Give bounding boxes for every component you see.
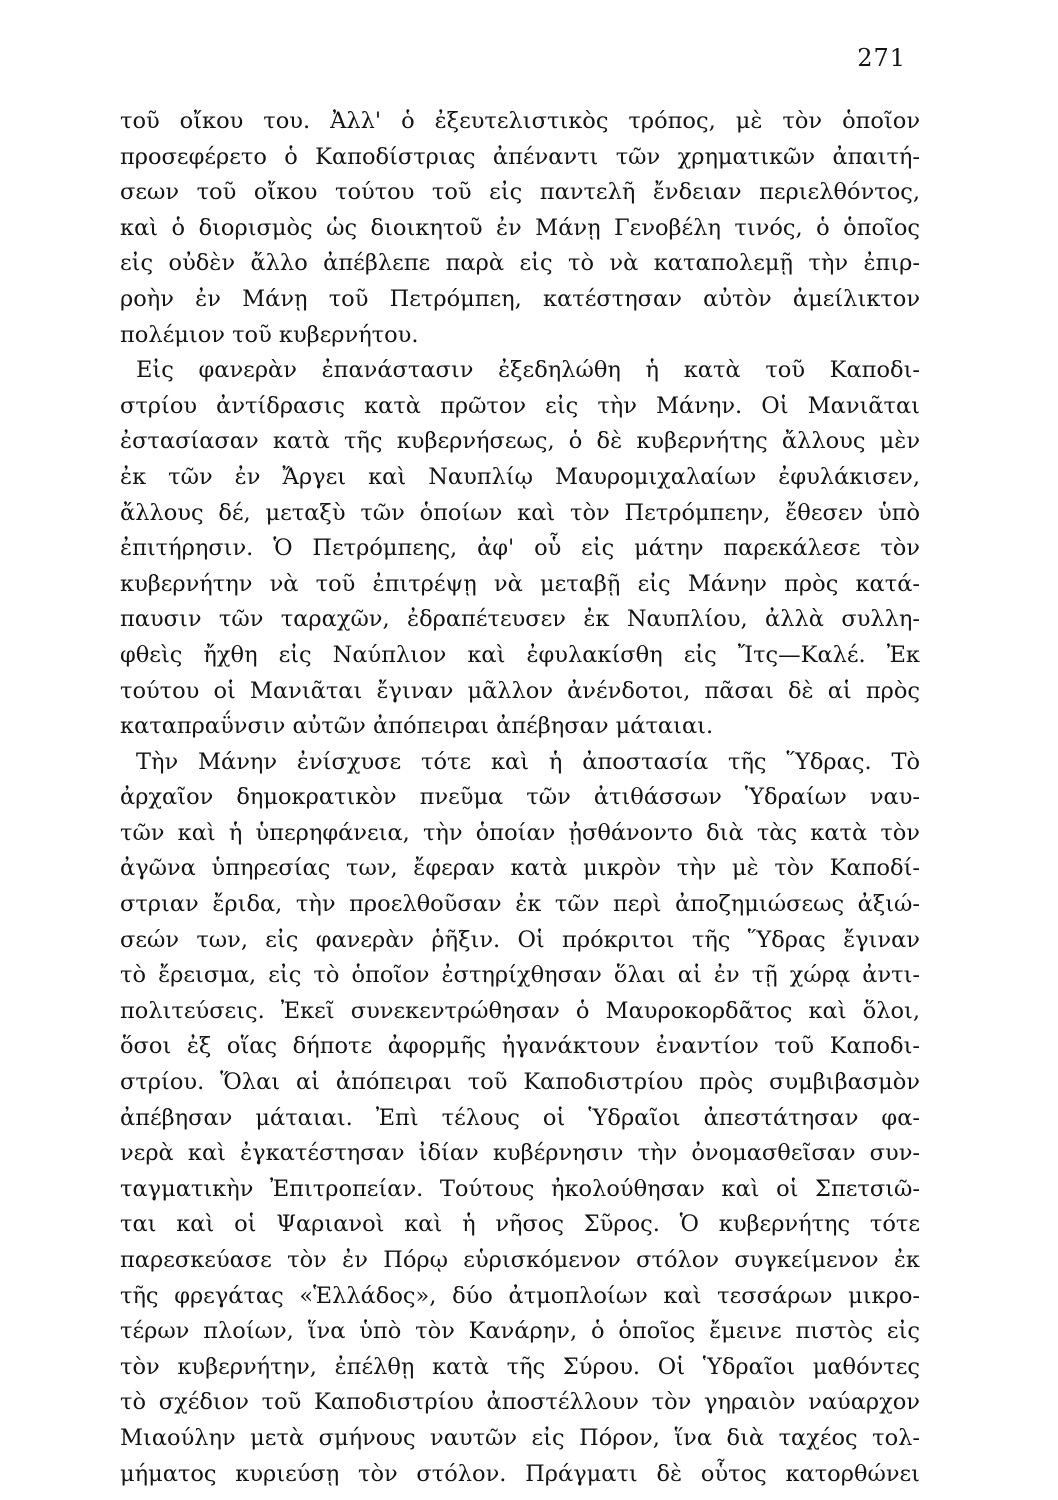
text-line: πολιτεύσεις. Ἐκεῖ συνεκεντρώθησαν ὁ Μαυροκορδᾶτος καὶ ὅλοι, (120, 997, 920, 1024)
text-line: ἀπέβησαν μάταιαι. Ἐπὶ τέλους οἱ Ὑδραῖοι ἀπεστάτησαν φα- (120, 1104, 920, 1131)
text-line: μήματος κυριεύσῃ τὸν στόλον. Πράγματι δὲ οὗτος κατορθώνει (120, 1460, 920, 1487)
text-line: τούτου οἱ Μανιᾶται ἔγιναν μᾶλλον ἀνένδοτοι, πᾶσαι δὲ αἱ πρὸς (120, 677, 920, 704)
text-line: τὸ ἔρεισμα, εἰς τὸ ὁποῖον ἐστηρίχθησαν ὅλαι αἱ ἐν τῇ χώρᾳ ἀντι- (120, 962, 920, 989)
text-line: στριαν ἔριδα, τὴν προελθοῦσαν ἐκ τῶν περὶ ἀποζημιώσεως ἀξιώ- (120, 891, 920, 918)
text-line: πολέμιον τοῦ κυβερνήτου. (120, 321, 419, 348)
text-line: εἰς οὐδὲν ἄλλο ἀπέβλεπε παρὰ εἰς τὸ νὰ καταπολεμῇ τὴν ἐπιρ- (120, 250, 920, 277)
text-line: ὅσοι ἐξ οἵας δήποτε ἀφορμῆς ἠγανάκτουν ἐναντίον τοῦ Καποδι- (120, 1033, 920, 1060)
text-line: καὶ ὁ διορισμὸς ὡς διοικητοῦ ἐν Μάνῃ Γενοβέλη τινός, ὁ ὁποῖος (120, 214, 920, 241)
text-line: ἐστασίασαν κατὰ τῆς κυβερνήσεως, ὁ δὲ κυβερνήτης ἄλλους μὲν (120, 428, 920, 455)
text-line: τῶν καὶ ἡ ὑπερηφάνεια, τὴν ὁποίαν ᾐσθάνοντο διὰ τὰς κατὰ τὸν (120, 819, 920, 846)
text-line: σεων τοῦ οἴκου τούτου τοῦ εἰς παντελῆ ἔνδειαν περιελθόντος, (120, 179, 920, 206)
page-number: 271 (857, 44, 906, 72)
text-line: τὸν κυβερνήτην, ἐπέλθῃ κατὰ τῆς Σύρου. Οἱ Ὑδραῖοι μαθόντες (120, 1353, 920, 1380)
text-line: τέρων πλοίων, ἵνα ὑπὸ τὸν Κανάρην, ὁ ὁποῖος ἔμεινε πιστὸς εἰς (120, 1318, 920, 1345)
text-line: τοῦ οἴκου του. Ἀλλ' ὁ ἐξευτελιστικὸς τρόπος, μὲ τὸν ὁποῖον (120, 108, 920, 134)
text-line: ἐκ τῶν ἐν Ἄργει καὶ Ναυπλίῳ Μαυρομιχαλαίων ἐφυλάκισεν, (120, 463, 920, 490)
text-line: φθεὶς ἤχθη εἰς Ναύπλιον καὶ ἐφυλακίσθη εἰς Ἴτς—Καλέ. Ἐκ (120, 641, 920, 668)
text-line: καταπραΰνσιν αὐτῶν ἀπόπειραι ἀπέβησαν μάταιαι. (120, 713, 714, 740)
text-line: σεών των, εἰς φανερὰν ῥῆξιν. Οἱ πρόκριτοι τῆς Ὕδρας ἔγιναν (120, 926, 920, 953)
text-line: ἀγῶνα ὑπηρεσίας των, ἔφεραν κατὰ μικρὸν τὴν μὲ τὸν Καποδί- (120, 855, 920, 882)
text-line: ταγματικὴν Ἐπιτροπείαν. Τούτους ἠκολούθησαν καὶ οἱ Σπετσιῶ- (120, 1175, 920, 1202)
text-line: στρίου. Ὅλαι αἱ ἀπόπειραι τοῦ Καποδιστρίου πρὸς συμβιβασμὸν (120, 1069, 920, 1096)
text-line: παυσιν τῶν ταραχῶν, ἐδραπέτευσεν ἐκ Ναυπλίου, ἀλλὰ συλλη- (120, 606, 920, 633)
text-line: κυβερνήτην νὰ τοῦ ἐπιτρέψῃ νὰ μεταβῇ εἰς Μάνην πρὸς κατά- (120, 570, 920, 597)
text-line: Μιαούλην μετὰ σμήνους ναυτῶν εἰς Πόρον, ἵνα διὰ ταχέος τολ- (120, 1424, 920, 1451)
text-line: νερὰ καὶ ἐγκατέστησαν ἰδίαν κυβέρνησιν τὴν ὀνομασθεῖσαν συν- (120, 1140, 920, 1167)
text-line: ἐπιτήρησιν. Ὁ Πετρόμπεης, ἀφ' οὗ εἰς μάτην παρεκάλεσε τὸν (120, 535, 920, 562)
text-line: Τὴν Μάνην ἐνίσχυσε τότε καὶ ἡ ἀποστασία τῆς Ὕδρας. Τὸ (136, 748, 920, 775)
text-line: παρεσκεύασε τὸν ἐν Πόρῳ εὑρισκόμενον στόλον συγκείμενον ἐκ (120, 1247, 920, 1273)
text-line: Εἰς φανερὰν ἐπανάστασιν ἐξεδηλώθη ἡ κατὰ τοῦ Καποδι- (136, 357, 920, 384)
body-text (120, 104, 920, 1492)
text-line: ται καὶ οἱ Ψαριανοὶ καὶ ἡ νῆσος Σῦρος. Ὁ κυβερνήτης τότε (120, 1211, 920, 1238)
text-line: τῆς φρεγάτας «Ἑλλάδος», δύο ἀτμοπλοίων καὶ τεσσάρων μικρο- (120, 1282, 920, 1309)
text-line: προσεφέρετο ὁ Καποδίστριας ἀπέναντι τῶν χρηματικῶν ἀπαιτή- (120, 143, 920, 170)
text-line: ἀρχαῖον δημοκρατικὸν πνεῦμα τῶν ἀτιθάσσων Ὑδραίων ναυ- (120, 784, 920, 811)
text-line: ἄλλους δέ, μεταξὺ τῶν ὁποίων καὶ τὸν Πετρόμπεην, ἔθεσεν ὑπὸ (120, 499, 920, 526)
text-line: τὸ σχέδιον τοῦ Καποδιστρίου ἀποστέλλουν τὸν γηραιὸν ναύαρχον (120, 1389, 920, 1416)
text-line: ροὴν ἐν Μάνῃ τοῦ Πετρόμπεη, κατέστησαν αὐτὸν ἀμείλικτον (120, 285, 920, 312)
text-line: στρίου ἀντίδρασις κατὰ πρῶτον εἰς τὴν Μάνην. Οἱ Μανιᾶται (120, 392, 920, 419)
